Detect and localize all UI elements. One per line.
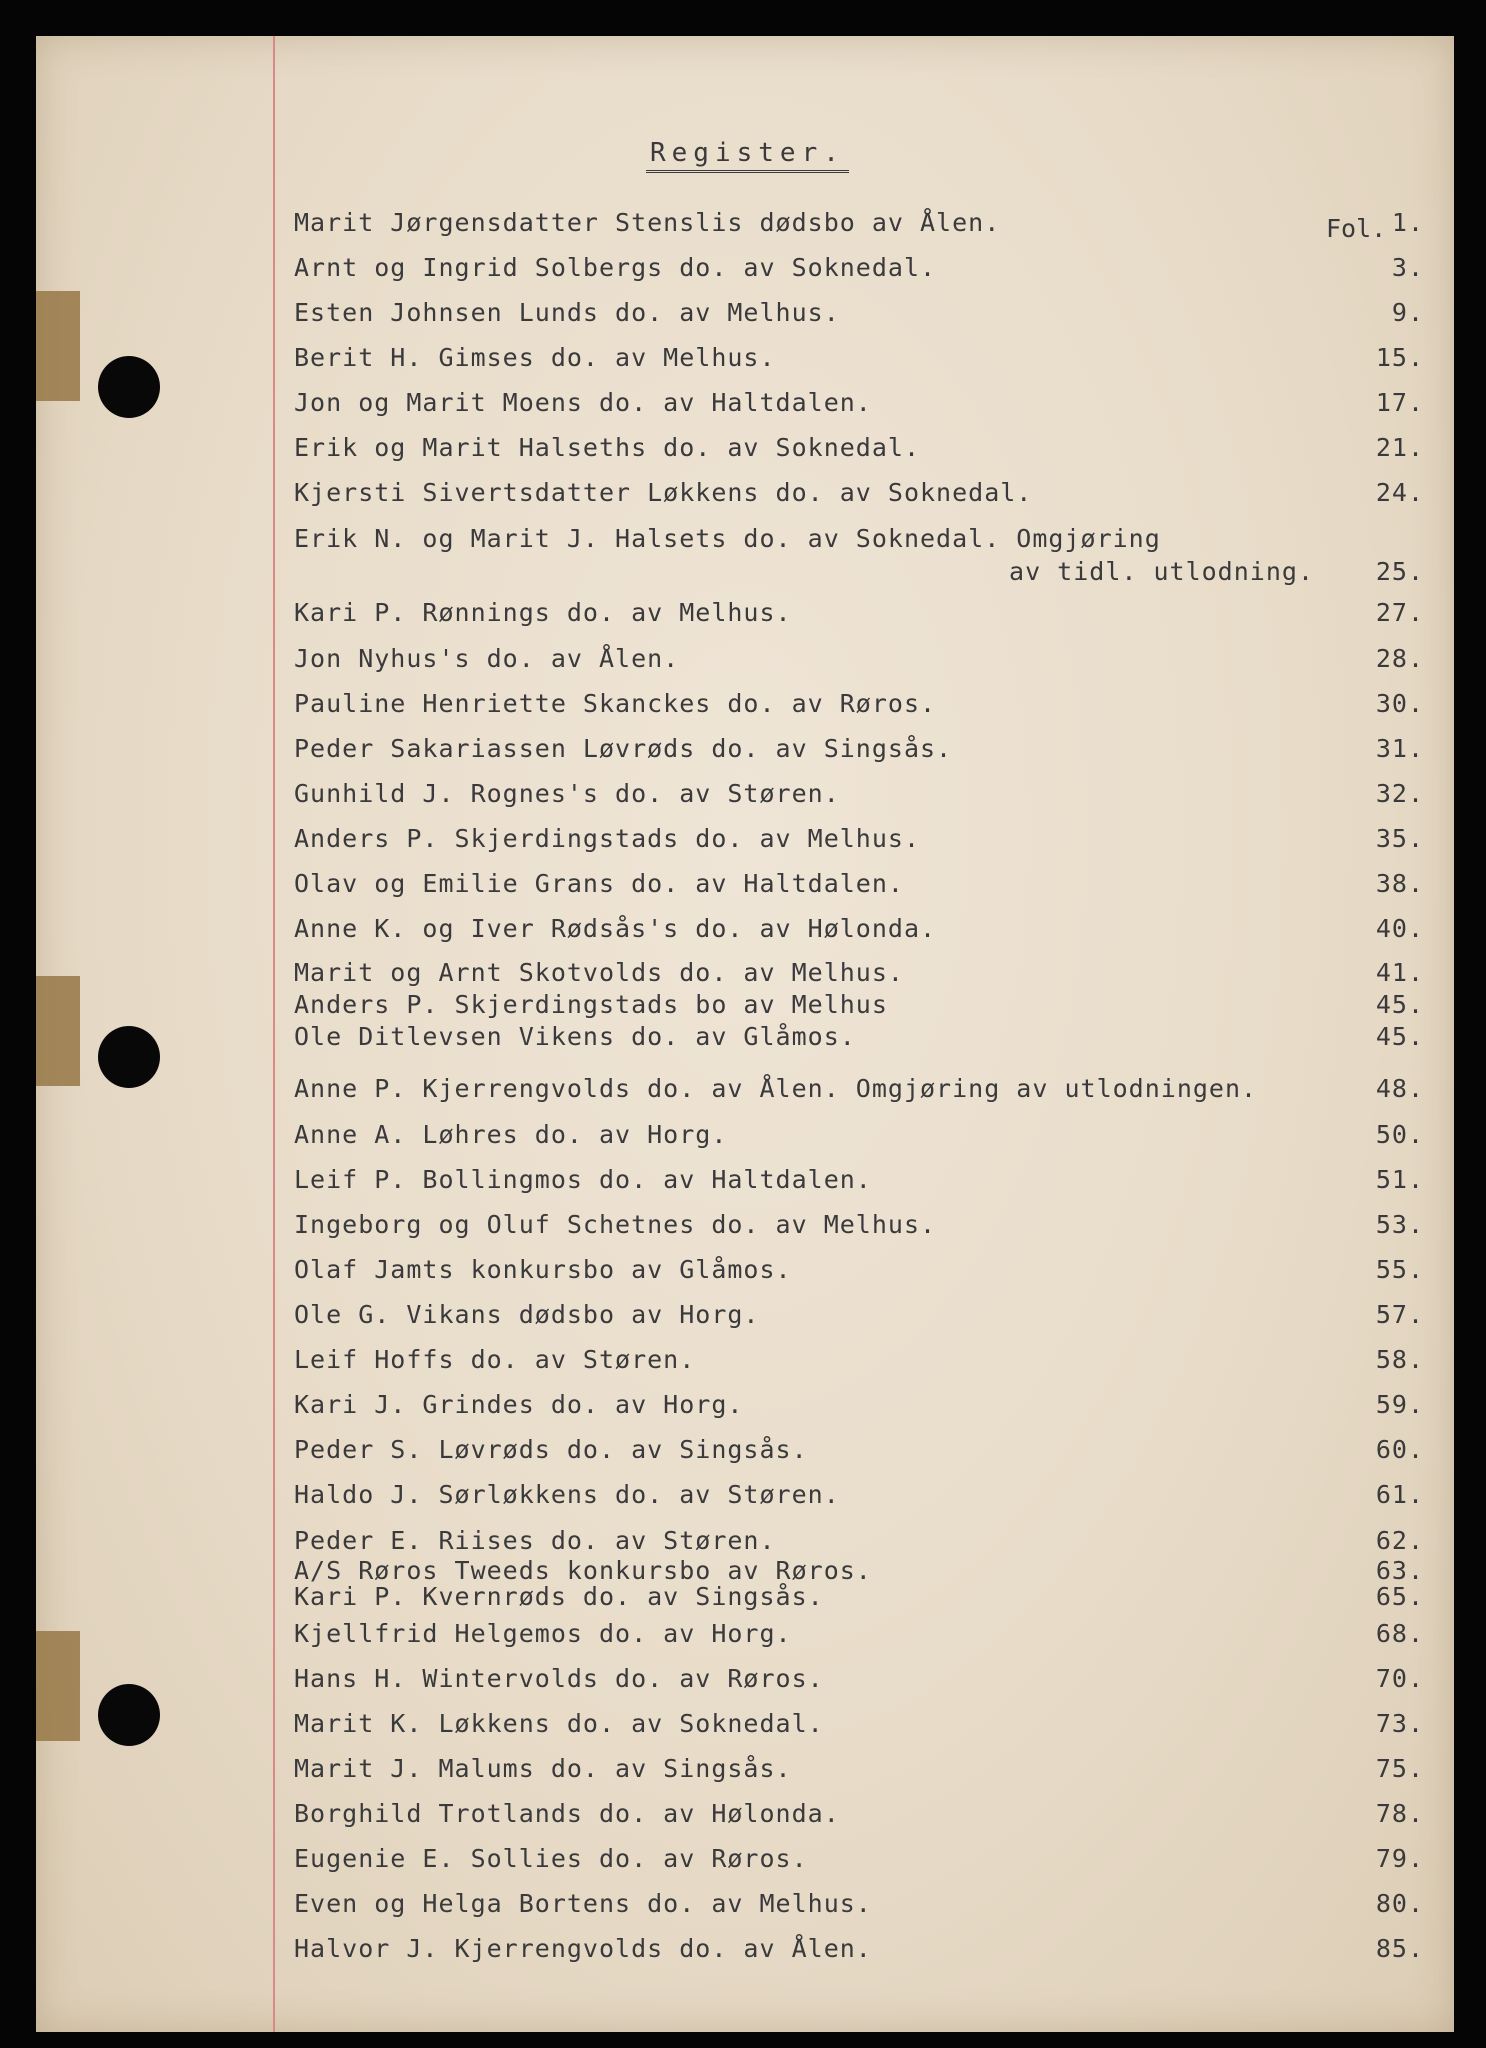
entry-name: Kari J. Grindes do. av Horg.	[294, 1390, 744, 1419]
register-entry	[294, 1799, 1424, 1829]
register-entry	[294, 524, 1424, 586]
entry-folio: 25.	[1375, 557, 1424, 586]
entry-folio: 21.	[1375, 433, 1424, 462]
entry-folio: 27.	[1375, 598, 1424, 627]
entry-folio: 80.	[1375, 1889, 1424, 1918]
entry-name: Pauline Henriette Skanckes do. av Røros.	[294, 689, 937, 718]
entry-name: Peder S. Løvrøds do. av Singsås.	[294, 1435, 808, 1464]
entry-folio: 45.	[1375, 990, 1424, 1019]
entry-continuation: av tidl. utlodning.	[1009, 557, 1314, 586]
register-entry	[294, 253, 1424, 283]
entry-name: Erik og Marit Halseths do. av Soknedal.	[294, 433, 920, 462]
entry-name: Esten Johnsen Lunds do. av Melhus.	[294, 298, 840, 327]
entry-folio: 50.	[1375, 1120, 1424, 1149]
entry-name: Anne K. og Iver Rødsås's do. av Hølonda.	[294, 914, 937, 943]
entry-folio: 53.	[1375, 1210, 1424, 1239]
entry-folio: 62.	[1375, 1526, 1424, 1555]
register-entry	[294, 958, 1424, 988]
entry-name: Anne P. Kjerrengvolds do. av Ålen. Omgjøring av utlodningen.	[294, 1074, 1258, 1103]
register-entry	[294, 343, 1424, 373]
entry-folio: 65.	[1375, 1582, 1424, 1611]
register-entry	[294, 1435, 1424, 1465]
register-entry	[294, 1934, 1424, 1964]
entry-name: A/S Røros Tweeds konkursbo av Røros.	[294, 1556, 872, 1585]
folio-column-header: Fol.	[1326, 214, 1387, 243]
tape-strip	[36, 1631, 80, 1741]
entry-folio: 31.	[1375, 734, 1424, 763]
register-entry	[294, 1526, 1424, 1556]
entry-name: Kjellfrid Helgemos do. av Horg.	[294, 1619, 792, 1648]
page-title: Register.	[646, 138, 849, 173]
register-entry	[294, 433, 1424, 463]
entry-name: Hans H. Wintervolds do. av Røros.	[294, 1664, 824, 1693]
entry-folio: 78.	[1375, 1799, 1424, 1828]
entry-name: Anne A. Løhres do. av Horg.	[294, 1120, 728, 1149]
entry-folio: 17.	[1375, 388, 1424, 417]
register-entry	[294, 598, 1424, 628]
register-entry	[294, 1210, 1424, 1240]
entry-folio: 30.	[1375, 689, 1424, 718]
margin-line	[273, 36, 275, 2032]
register-entry	[294, 734, 1424, 764]
register-entry	[294, 1844, 1424, 1874]
entry-folio: 70.	[1375, 1664, 1424, 1693]
entry-folio: 40.	[1375, 914, 1424, 943]
entry-folio: 32.	[1375, 779, 1424, 808]
entry-folio: 45.	[1375, 1022, 1424, 1051]
entry-folio: 3.	[1391, 253, 1424, 282]
entry-folio: 55.	[1375, 1255, 1424, 1284]
entry-folio: 38.	[1375, 869, 1424, 898]
entry-folio: 28.	[1375, 644, 1424, 673]
entry-name: Marit K. Løkkens do. av Soknedal.	[294, 1709, 824, 1738]
register-entry	[294, 1709, 1424, 1739]
register-entry	[294, 208, 1424, 238]
entry-name: Kari P. Kvernrøds do. av Singsås.	[294, 1582, 824, 1611]
entry-name: Olav og Emilie Grans do. av Haltdalen.	[294, 869, 904, 898]
entry-name: Marit og Arnt Skotvolds do. av Melhus.	[294, 958, 904, 987]
register-entry	[294, 1889, 1424, 1919]
entry-name: Berit H. Gimses do. av Melhus.	[294, 343, 776, 372]
register-entry	[294, 1165, 1424, 1195]
register-entry	[294, 1022, 1424, 1052]
entry-folio: 48.	[1375, 1074, 1424, 1103]
entry-name: Marit J. Malums do. av Singsås.	[294, 1754, 792, 1783]
register-entry	[294, 1345, 1424, 1375]
register-entry	[294, 1390, 1424, 1420]
entry-folio: 85.	[1375, 1934, 1424, 1963]
register-entry	[294, 298, 1424, 328]
register-entry	[294, 689, 1424, 719]
register-entry	[294, 990, 1424, 1020]
entry-name: Kari P. Rønnings do. av Melhus.	[294, 598, 792, 627]
entry-folio: 75.	[1375, 1754, 1424, 1783]
entry-folio: 73.	[1375, 1709, 1424, 1738]
entry-name: Borghild Trotlands do. av Hølonda.	[294, 1799, 840, 1828]
entry-folio: 63.	[1375, 1556, 1424, 1585]
register-entry	[294, 478, 1424, 508]
entry-name: Kjersti Sivertsdatter Løkkens do. av Soknedal.	[294, 478, 1033, 507]
entry-folio: 24.	[1375, 478, 1424, 507]
entry-name: Leif P. Bollingmos do. av Haltdalen.	[294, 1165, 872, 1194]
entry-name: Olaf Jamts konkursbo av Glåmos.	[294, 1255, 792, 1284]
register-entry	[294, 869, 1424, 899]
register-entry	[294, 1255, 1424, 1285]
entry-folio: 15.	[1375, 343, 1424, 372]
entry-name: Ingeborg og Oluf Schetnes do. av Melhus.	[294, 1210, 937, 1239]
entry-name: Marit Jørgensdatter Stenslis dødsbo av Ålen.	[294, 208, 1001, 237]
register-entry	[294, 779, 1424, 809]
register-entry	[294, 914, 1424, 944]
punch-hole	[98, 356, 160, 418]
entry-folio: 58.	[1375, 1345, 1424, 1374]
register-entry	[294, 1754, 1424, 1784]
entry-name: Ole G. Vikans dødsbo av Horg.	[294, 1300, 760, 1329]
entry-folio: 61.	[1375, 1480, 1424, 1509]
entry-folio: 51.	[1375, 1165, 1424, 1194]
tape-strip	[36, 291, 80, 401]
register-entry	[294, 388, 1424, 418]
entry-folio: 68.	[1375, 1619, 1424, 1648]
register-page	[36, 36, 1454, 2032]
entry-name: Halvor J. Kjerrengvolds do. av Ålen.	[294, 1934, 872, 1963]
entry-name: Ole Ditlevsen Vikens do. av Glåmos.	[294, 1022, 856, 1051]
entry-folio: 1.	[1391, 208, 1424, 237]
entry-name: Leif Hoffs do. av Støren.	[294, 1345, 696, 1374]
register-entry	[294, 1582, 1424, 1612]
punch-hole	[98, 1684, 160, 1746]
entry-name: Eugenie E. Sollies do. av Røros.	[294, 1844, 808, 1873]
entry-folio: 79.	[1375, 1844, 1424, 1873]
register-entry	[294, 1664, 1424, 1694]
entry-folio: 59.	[1375, 1390, 1424, 1419]
entry-folio: 35.	[1375, 824, 1424, 853]
entry-name: Anders P. Skjerdingstads do. av Melhus.	[294, 824, 920, 853]
punch-hole	[98, 1026, 160, 1088]
register-entry	[294, 1300, 1424, 1330]
entry-name: Jon og Marit Moens do. av Haltdalen.	[294, 388, 872, 417]
entry-folio: 60.	[1375, 1435, 1424, 1464]
register-entry	[294, 824, 1424, 854]
entry-name: Peder Sakariassen Løvrøds do. av Singsås.	[294, 734, 953, 763]
entry-name: Gunhild J. Rognes's do. av Støren.	[294, 779, 840, 808]
entry-folio: 57.	[1375, 1300, 1424, 1329]
register-entry	[294, 1480, 1424, 1510]
entry-name: Even og Helga Bortens do. av Melhus.	[294, 1889, 872, 1918]
entry-name: Jon Nyhus's do. av Ålen.	[294, 644, 680, 673]
register-entry	[294, 1120, 1424, 1150]
tape-strip	[36, 976, 80, 1086]
entry-folio: 9.	[1391, 298, 1424, 327]
register-entry	[294, 1619, 1424, 1649]
entry-name: Erik N. og Marit J. Halsets do. av Soknedal. Omgjøring	[294, 524, 1161, 553]
register-entry	[294, 644, 1424, 674]
register-entry	[294, 1074, 1424, 1104]
entry-name: Anders P. Skjerdingstads bo av Melhus	[294, 990, 888, 1019]
entry-name: Haldo J. Sørløkkens do. av Støren.	[294, 1480, 840, 1509]
entry-name: Peder E. Riises do. av Støren.	[294, 1526, 776, 1555]
entry-folio: 41.	[1375, 958, 1424, 987]
entry-name: Arnt og Ingrid Solbergs do. av Soknedal.	[294, 253, 937, 282]
